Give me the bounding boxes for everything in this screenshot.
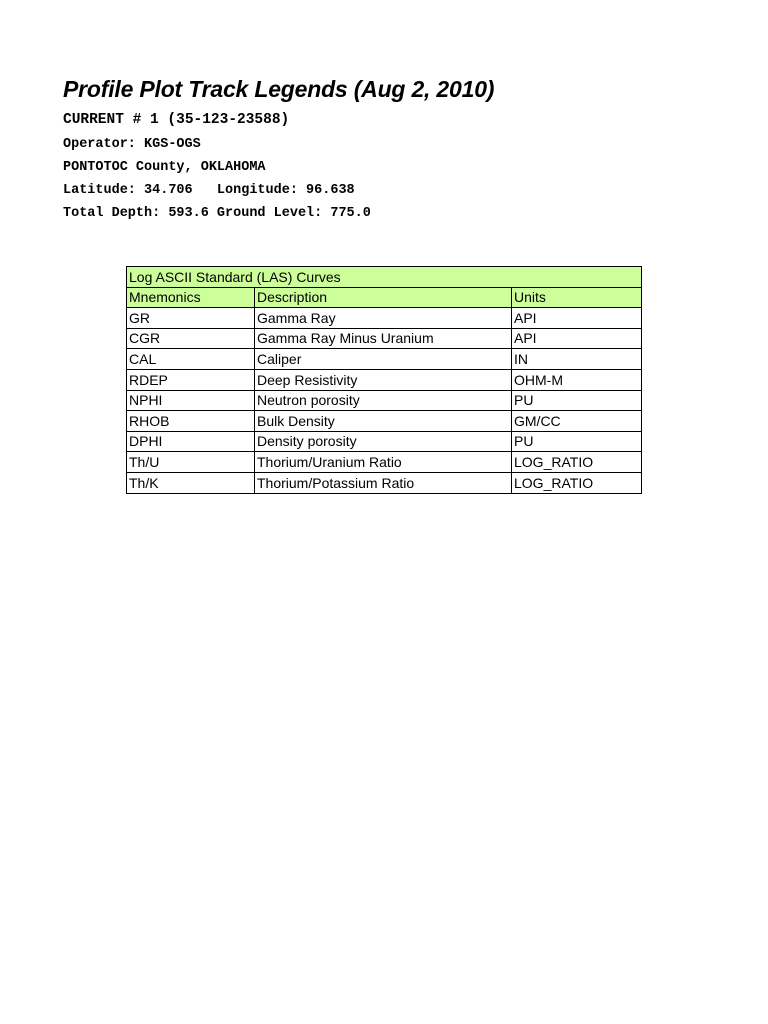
table-row [127, 452, 642, 473]
mnemonic-cell: CGR [127, 328, 255, 349]
description-cell: Gamma Ray Minus Uranium [255, 328, 512, 349]
units-cell: LOG_RATIO [512, 472, 642, 493]
mnemonic-cell: Th/K [127, 472, 255, 493]
column-header-mnemonics: Mnemonics [127, 287, 255, 308]
units-cell: GM/CC [512, 411, 642, 432]
table-caption: Log ASCII Standard (LAS) Curves [127, 267, 642, 288]
description-cell: Gamma Ray [255, 308, 512, 329]
table-header-row [127, 287, 642, 308]
table-row [127, 369, 642, 390]
table-row [127, 328, 642, 349]
table-row [127, 390, 642, 411]
mnemonic-cell: DPHI [127, 431, 255, 452]
units-cell: IN [512, 349, 642, 370]
description-cell: Thorium/Potassium Ratio [255, 472, 512, 493]
table-caption-row [127, 267, 642, 288]
depth-line: Total Depth: 593.6 Ground Level: 775.0 [63, 206, 371, 221]
column-header-units: Units [512, 287, 642, 308]
units-cell: LOG_RATIO [512, 452, 642, 473]
table-row [127, 349, 642, 370]
lat-long-line: Latitude: 34.706 Longitude: 96.638 [63, 183, 355, 198]
description-cell: Density porosity [255, 431, 512, 452]
table-row [127, 472, 642, 493]
table-row [127, 411, 642, 432]
description-cell: Bulk Density [255, 411, 512, 432]
units-cell: OHM-M [512, 369, 642, 390]
mnemonic-cell: RDEP [127, 369, 255, 390]
units-cell: PU [512, 431, 642, 452]
table-row [127, 308, 642, 329]
county-line: PONTOTOC County, OKLAHOMA [63, 160, 266, 175]
description-cell: Thorium/Uranium Ratio [255, 452, 512, 473]
table-row [127, 431, 642, 452]
las-curves-table [126, 266, 642, 494]
mnemonic-cell: GR [127, 308, 255, 329]
column-header-description: Description [255, 287, 512, 308]
units-cell: API [512, 328, 642, 349]
description-cell: Neutron porosity [255, 390, 512, 411]
operator-line: Operator: KGS-OGS [63, 137, 201, 152]
mnemonic-cell: RHOB [127, 411, 255, 432]
well-name: CURRENT # 1 (35-123-23588) [63, 112, 290, 128]
units-cell: PU [512, 390, 642, 411]
description-cell: Caliper [255, 349, 512, 370]
mnemonic-cell: Th/U [127, 452, 255, 473]
units-cell: API [512, 308, 642, 329]
mnemonic-cell: CAL [127, 349, 255, 370]
mnemonic-cell: NPHI [127, 390, 255, 411]
description-cell: Deep Resistivity [255, 369, 512, 390]
page-title: Profile Plot Track Legends (Aug 2, 2010) [63, 76, 495, 102]
